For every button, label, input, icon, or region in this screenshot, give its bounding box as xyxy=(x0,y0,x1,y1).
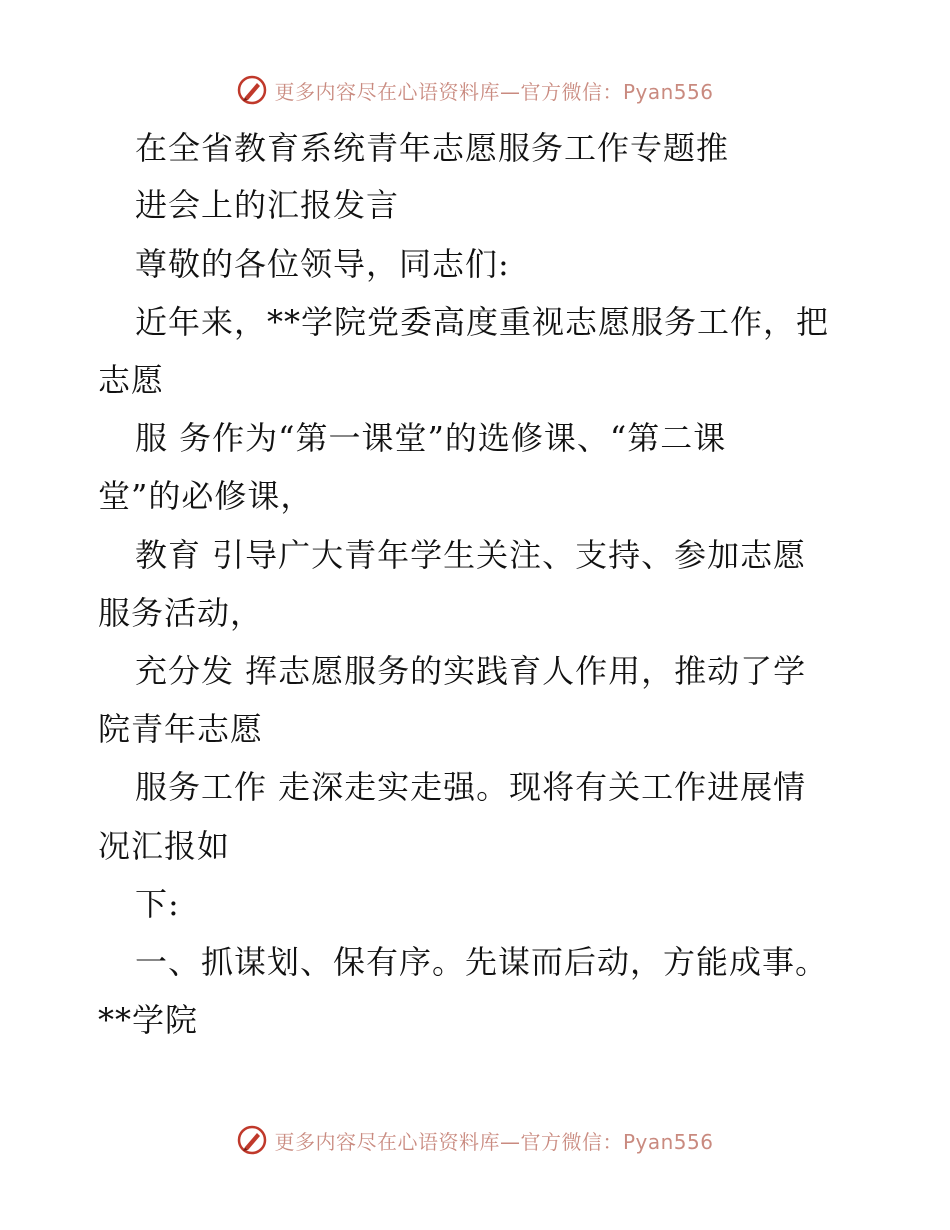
paragraph-line: 服 务作为“第一课堂”的选修课、“第二课 xyxy=(135,419,727,457)
paragraph-line: **学院 xyxy=(98,1001,199,1039)
paragraph-line: 志愿 xyxy=(98,361,165,399)
paragraph-line: 教育 引导广大青年学生关注、支持、参加志愿 xyxy=(135,536,807,574)
paragraph-line: 堂”的必修课， xyxy=(98,477,314,515)
title-line-2: 进会上的汇报发言 xyxy=(135,186,400,224)
watermark-text: 更多内容尽在心语资料库—官方微信：Pyan556 xyxy=(274,1129,714,1154)
paragraph-line: 况汇报如 xyxy=(98,827,231,865)
pen-logo-icon xyxy=(236,1124,268,1156)
paragraph-line: 近年来，**学院党委高度重视志愿服务工作，把 xyxy=(135,303,830,341)
paragraph-line: 充分发 挥志愿服务的实践育人作用，推动了学 xyxy=(135,652,807,690)
paragraph-line: 服务工作 走深走实走强。现将有关工作进展情 xyxy=(135,768,807,806)
paragraph-line: 院青年志愿 xyxy=(98,710,264,748)
title-line-1: 在全省教育系统青年志愿服务工作专题推 xyxy=(135,129,730,167)
section-heading-line: 一、抓谋划、保有序。先谋而后动，方能成事。 xyxy=(135,943,829,981)
paragraph-line: 服务活动， xyxy=(98,594,264,632)
paragraph-line: 下: xyxy=(135,885,180,923)
footer-watermark xyxy=(0,1120,950,1160)
watermark-text: 更多内容尽在心语资料库—官方微信：Pyan556 xyxy=(274,79,714,104)
salutation: 尊敬的各位领导，同志们: xyxy=(135,245,510,283)
